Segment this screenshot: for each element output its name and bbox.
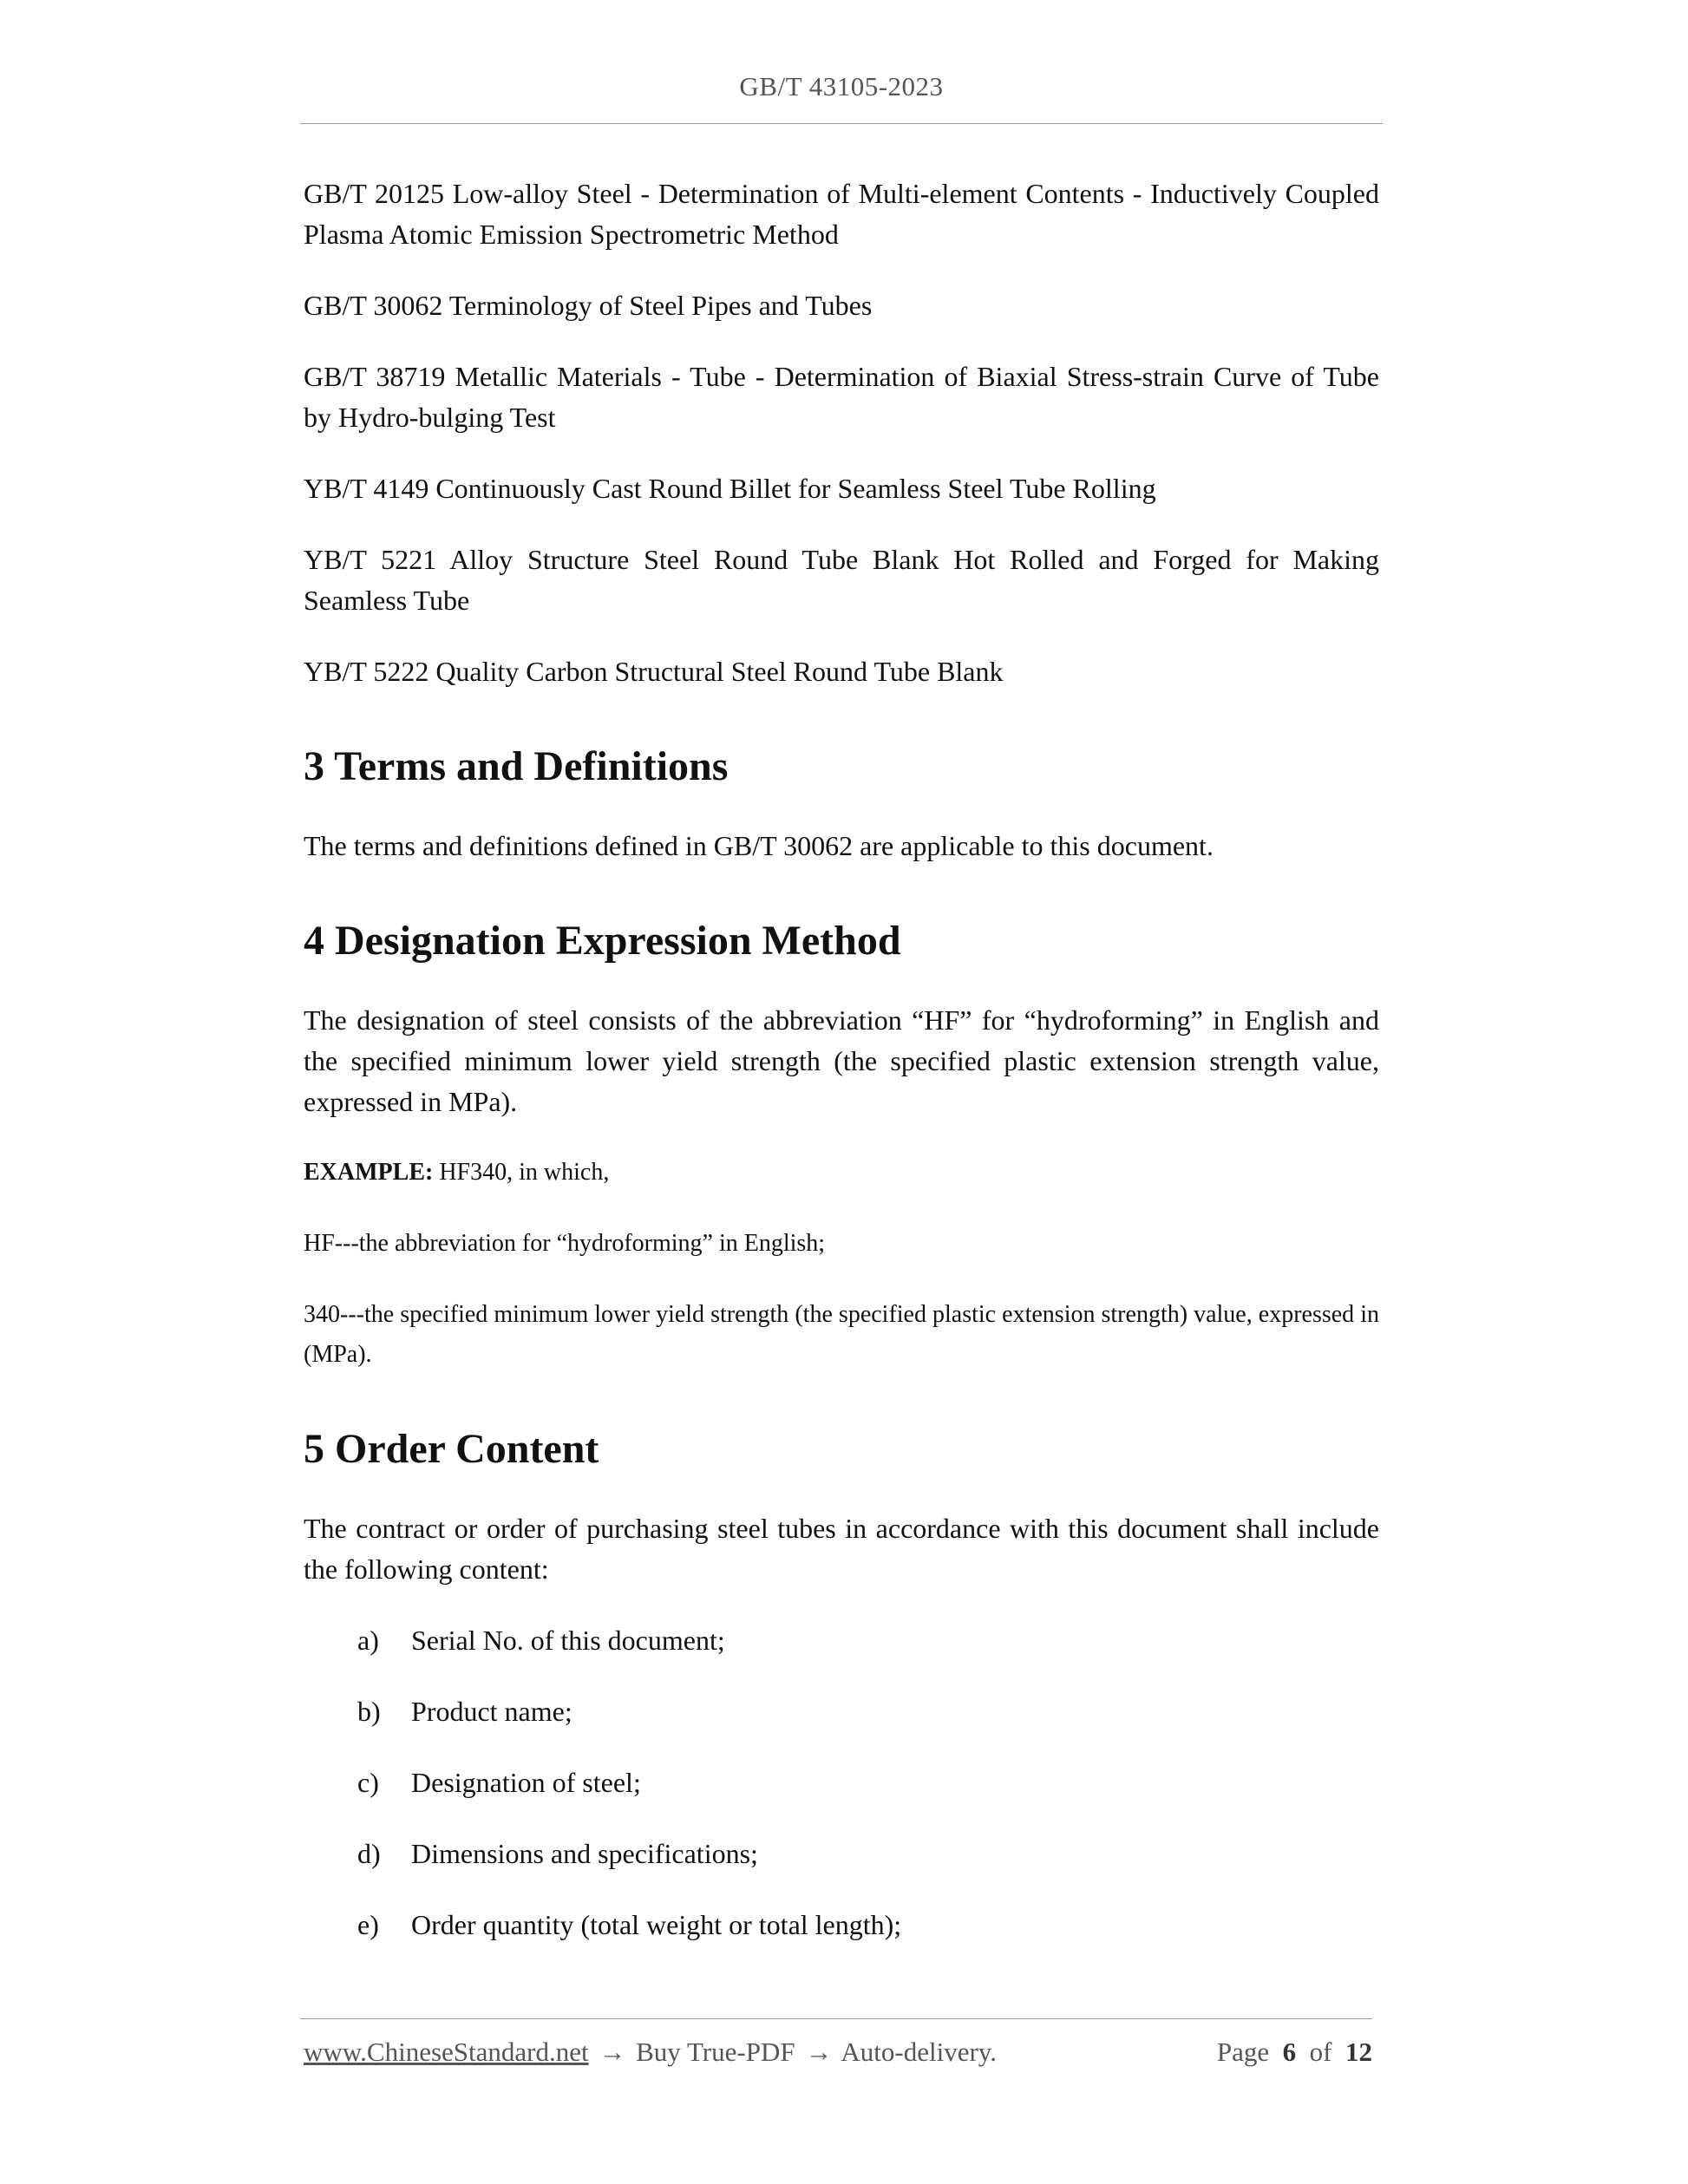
page-footer bbox=[304, 2037, 1372, 2068]
list-item-marker: b) bbox=[357, 1696, 381, 1727]
list-item-text: Serial No. of this document; bbox=[411, 1625, 725, 1656]
example-label: EXAMPLE: bbox=[304, 1159, 434, 1186]
section-3-text: The terms and definitions defined in GB/T 30062 are applicable to this document. bbox=[304, 830, 1214, 861]
page-indicator bbox=[1217, 2037, 1372, 2068]
buy-pdf-text: Buy True-PDF bbox=[636, 2037, 795, 2067]
example-intro-text: HF340, in which, bbox=[433, 1159, 610, 1186]
page-header-title: GB/T 43105-2023 bbox=[739, 71, 944, 101]
arrow-right-icon: → bbox=[599, 2037, 626, 2067]
reference-item: YB/T 4149 Continuously Cast Round Billet for Seamless Steel Tube Rolling bbox=[304, 473, 1156, 504]
page-content bbox=[304, 173, 1379, 1976]
footer-divider bbox=[300, 2018, 1372, 2019]
section-4-text: The designation of steel consists of the abbreviation “HF” for “hydroforming” in English and the specified minimum lower yield strength (the specified plastic extension strength value, expressed in MPa). bbox=[304, 1004, 1379, 1117]
header-divider bbox=[300, 123, 1383, 124]
section-4-heading: 4 Designation Expression Method bbox=[304, 918, 901, 964]
arrow-right-icon: → bbox=[805, 2037, 833, 2067]
page-label: Page bbox=[1216, 2037, 1270, 2067]
reference-item: GB/T 30062 Terminology of Steel Pipes and Tubes bbox=[304, 290, 873, 321]
list-item-text: Designation of steel; bbox=[411, 1767, 641, 1798]
example-line: 340---the specified minimum lower yield strength (the specified plastic extension strength) value, expressed in (MPa). bbox=[304, 1301, 1379, 1368]
reference-item: YB/T 5222 Quality Carbon Structural Steel Round Tube Blank bbox=[304, 656, 1004, 687]
list-item-marker: c) bbox=[357, 1767, 379, 1798]
list-item-text: Order quantity (total weight or total length); bbox=[411, 1909, 902, 1940]
list-item-text: Product name; bbox=[411, 1696, 572, 1727]
list-item bbox=[304, 1762, 1379, 1803]
page-number: 6 bbox=[1282, 2037, 1297, 2067]
list-item-text: Dimensions and specifications; bbox=[411, 1838, 758, 1869]
section-5-heading: 5 Order Content bbox=[304, 1426, 599, 1472]
footer-promo bbox=[304, 2037, 997, 2068]
section-5-text: The contract or order of purchasing steel tubes in accordance with this document shall include the following content: bbox=[304, 1513, 1379, 1585]
list-item bbox=[304, 1620, 1379, 1661]
list-item bbox=[304, 1905, 1379, 1945]
list-item bbox=[304, 1834, 1379, 1874]
list-item-marker: e) bbox=[357, 1909, 379, 1940]
auto-delivery-text: Auto-delivery. bbox=[841, 2037, 998, 2067]
reference-item: GB/T 38719 Metallic Materials - Tube - Determination of Biaxial Stress-strain Curve of Tube by Hydro-bulging Test bbox=[304, 361, 1379, 433]
list-item bbox=[304, 1691, 1379, 1732]
example-intro bbox=[304, 1153, 1379, 1193]
list-item-marker: a) bbox=[357, 1625, 379, 1656]
page-total: 12 bbox=[1345, 2037, 1372, 2067]
site-link[interactable]: www.ChineseStandard.net bbox=[304, 2037, 589, 2067]
of-label: of bbox=[1309, 2037, 1332, 2067]
reference-item: GB/T 20125 Low-alloy Steel - Determination of Multi-element Contents - Inductively Coupled Plasma Atomic Emission Spectrometric Method bbox=[304, 178, 1379, 250]
section-3-heading: 3 Terms and Definitions bbox=[304, 743, 729, 789]
example-line: HF---the abbreviation for “hydroforming” in English; bbox=[304, 1230, 826, 1257]
reference-item: YB/T 5221 Alloy Structure Steel Round Tube Blank Hot Rolled and Forged for Making Seamless Tube bbox=[304, 544, 1379, 616]
list-item-marker: d) bbox=[357, 1838, 381, 1869]
